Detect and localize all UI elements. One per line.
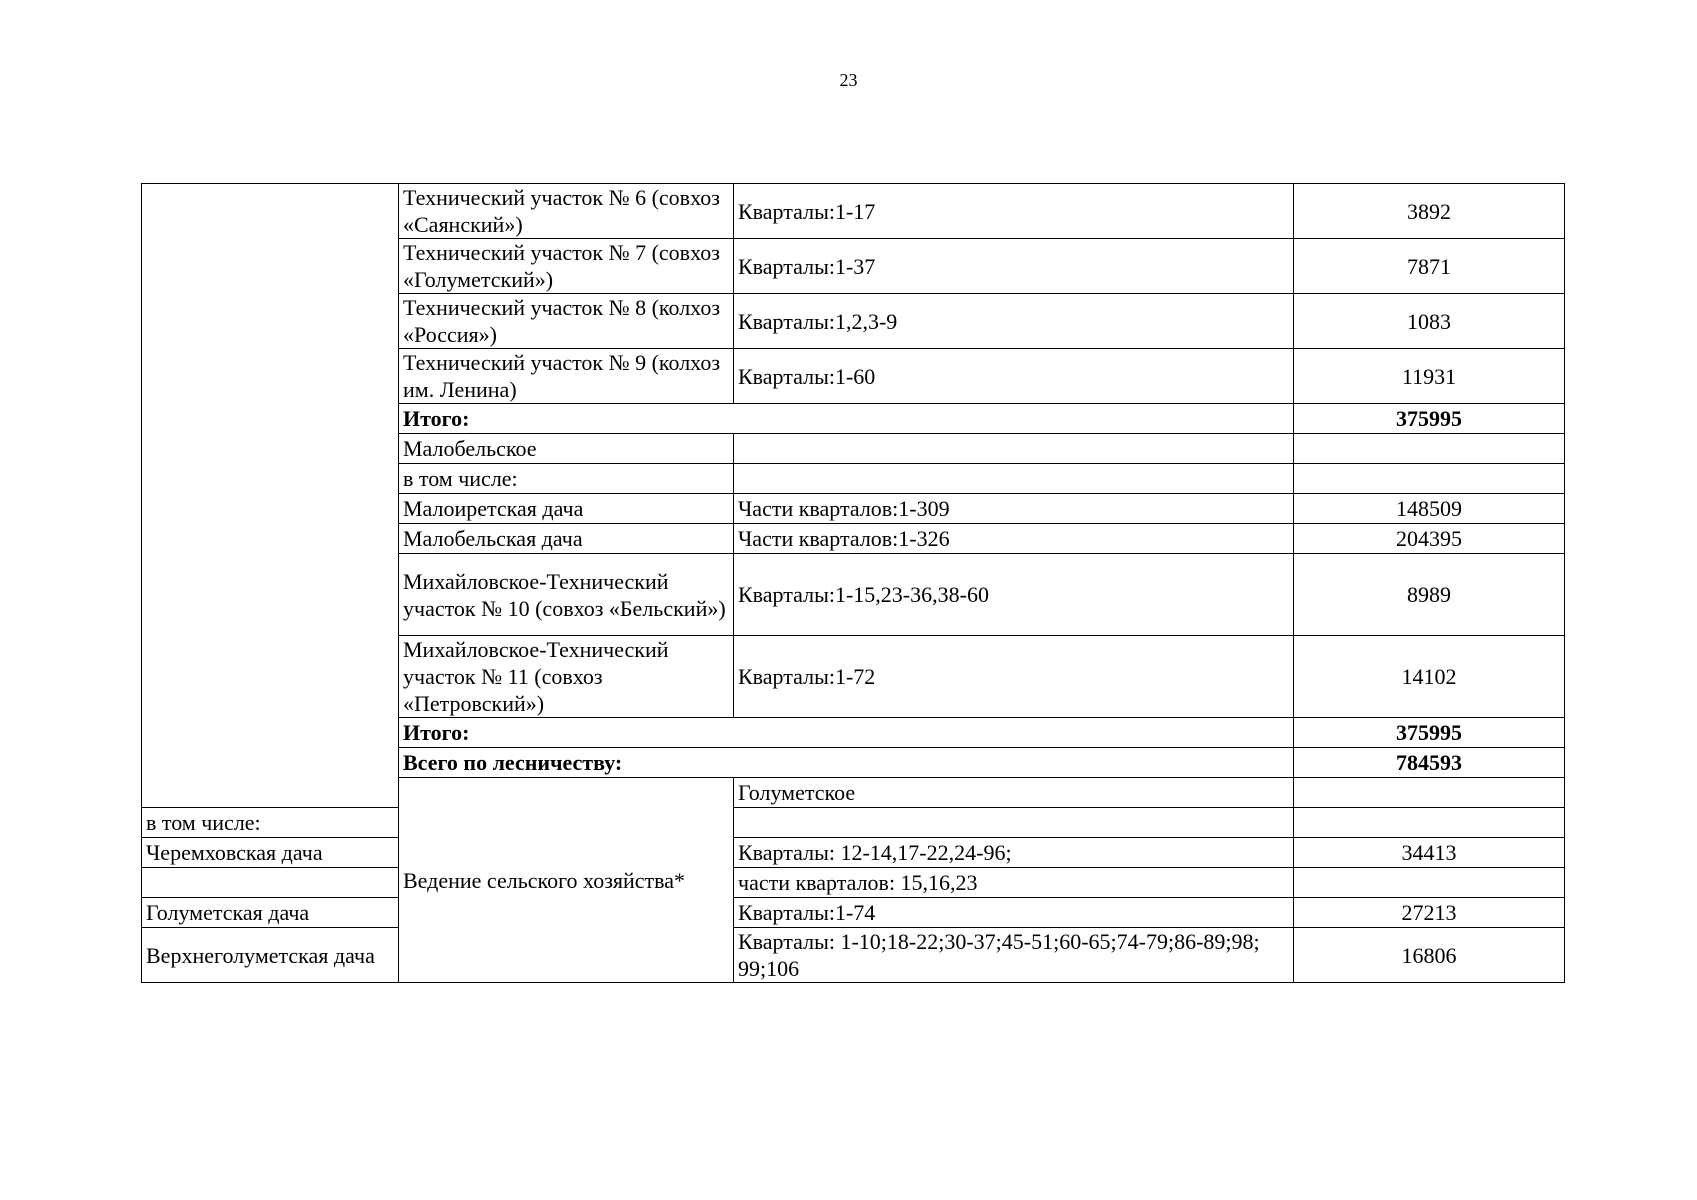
name-cell: Верхнеголуметская дача <box>142 928 399 983</box>
quarters-cell: Кварталы:1-60 <box>734 349 1294 404</box>
name-cell: Михайловское-Технический участок № 10 (совхоз «Бельский») <box>399 554 734 636</box>
empty-cell <box>1294 464 1565 494</box>
quarters-cell: Кварталы:1,2,3-9 <box>734 294 1294 349</box>
grand-total-label: Всего по лесничеству: <box>399 748 1294 778</box>
table-row <box>142 928 1565 983</box>
table-row <box>142 898 1565 928</box>
empty-cell <box>1294 778 1565 808</box>
name-cell: Малобельская дача <box>399 524 734 554</box>
purpose-cell <box>142 184 399 808</box>
empty-cell <box>734 434 1294 464</box>
table-row <box>142 868 1565 898</box>
area-cell: 11931 <box>1294 349 1565 404</box>
table-row <box>142 838 1565 868</box>
total-value: 375995 <box>1294 718 1565 748</box>
area-cell: 34413 <box>1294 838 1565 868</box>
quarters-cell: части кварталов: 15,16,23 <box>734 868 1294 898</box>
quarters-cell: Кварталы: 1-10;18-22;30-37;45-51;60-65;74-79;86-89;98; 99;106 <box>734 928 1294 983</box>
name-cell <box>142 868 399 898</box>
table-row <box>142 184 1565 239</box>
total-label: Итого: <box>399 404 1294 434</box>
name-cell: Технический участок № 6 (совхоз «Саянский») <box>399 184 734 239</box>
area-cell: 14102 <box>1294 636 1565 718</box>
quarters-cell: Кварталы:1-15,23-36,38-60 <box>734 554 1294 636</box>
area-cell: 3892 <box>1294 184 1565 239</box>
section-label: Голуметское <box>734 778 1294 808</box>
name-cell: Технический участок № 7 (совхоз «Голуметский») <box>399 239 734 294</box>
purpose-cell: Ведение сельского хозяйства* <box>399 778 734 983</box>
area-cell: 204395 <box>1294 524 1565 554</box>
area-cell: 27213 <box>1294 898 1565 928</box>
name-cell: Малоиретская дача <box>399 494 734 524</box>
quarters-cell: Части кварталов:1-326 <box>734 524 1294 554</box>
area-cell: 7871 <box>1294 239 1565 294</box>
empty-cell <box>734 464 1294 494</box>
section-label: Малобельское <box>399 434 734 464</box>
empty-cell <box>1294 808 1565 838</box>
area-cell: 8989 <box>1294 554 1565 636</box>
name-cell: Технический участок № 9 (колхоз им. Ленина) <box>399 349 734 404</box>
quarters-cell: Кварталы:1-74 <box>734 898 1294 928</box>
forestry-table <box>141 183 1565 983</box>
quarters-cell: Кварталы:1-17 <box>734 184 1294 239</box>
including-label: в том числе: <box>142 808 399 838</box>
area-cell <box>1294 868 1565 898</box>
total-label: Итого: <box>399 718 1294 748</box>
including-label: в том числе: <box>399 464 734 494</box>
area-cell: 16806 <box>1294 928 1565 983</box>
area-cell: 1083 <box>1294 294 1565 349</box>
name-cell: Черемховская дача <box>142 838 399 868</box>
quarters-cell: Кварталы:1-37 <box>734 239 1294 294</box>
empty-cell <box>734 808 1294 838</box>
name-cell: Технический участок № 8 (колхоз «Россия») <box>399 294 734 349</box>
name-cell: Михайловское-Технический участок № 11 (совхоз «Петровский») <box>399 636 734 718</box>
grand-total-value: 784593 <box>1294 748 1565 778</box>
table-row <box>142 808 1565 838</box>
quarters-cell: Части кварталов:1-309 <box>734 494 1294 524</box>
empty-cell <box>1294 434 1565 464</box>
page-number: 23 <box>839 70 858 90</box>
area-cell: 148509 <box>1294 494 1565 524</box>
quarters-cell: Кварталы:1-72 <box>734 636 1294 718</box>
name-cell: Голуметская дача <box>142 898 399 928</box>
quarters-cell: Кварталы: 12-14,17-22,24-96; <box>734 838 1294 868</box>
total-value: 375995 <box>1294 404 1565 434</box>
